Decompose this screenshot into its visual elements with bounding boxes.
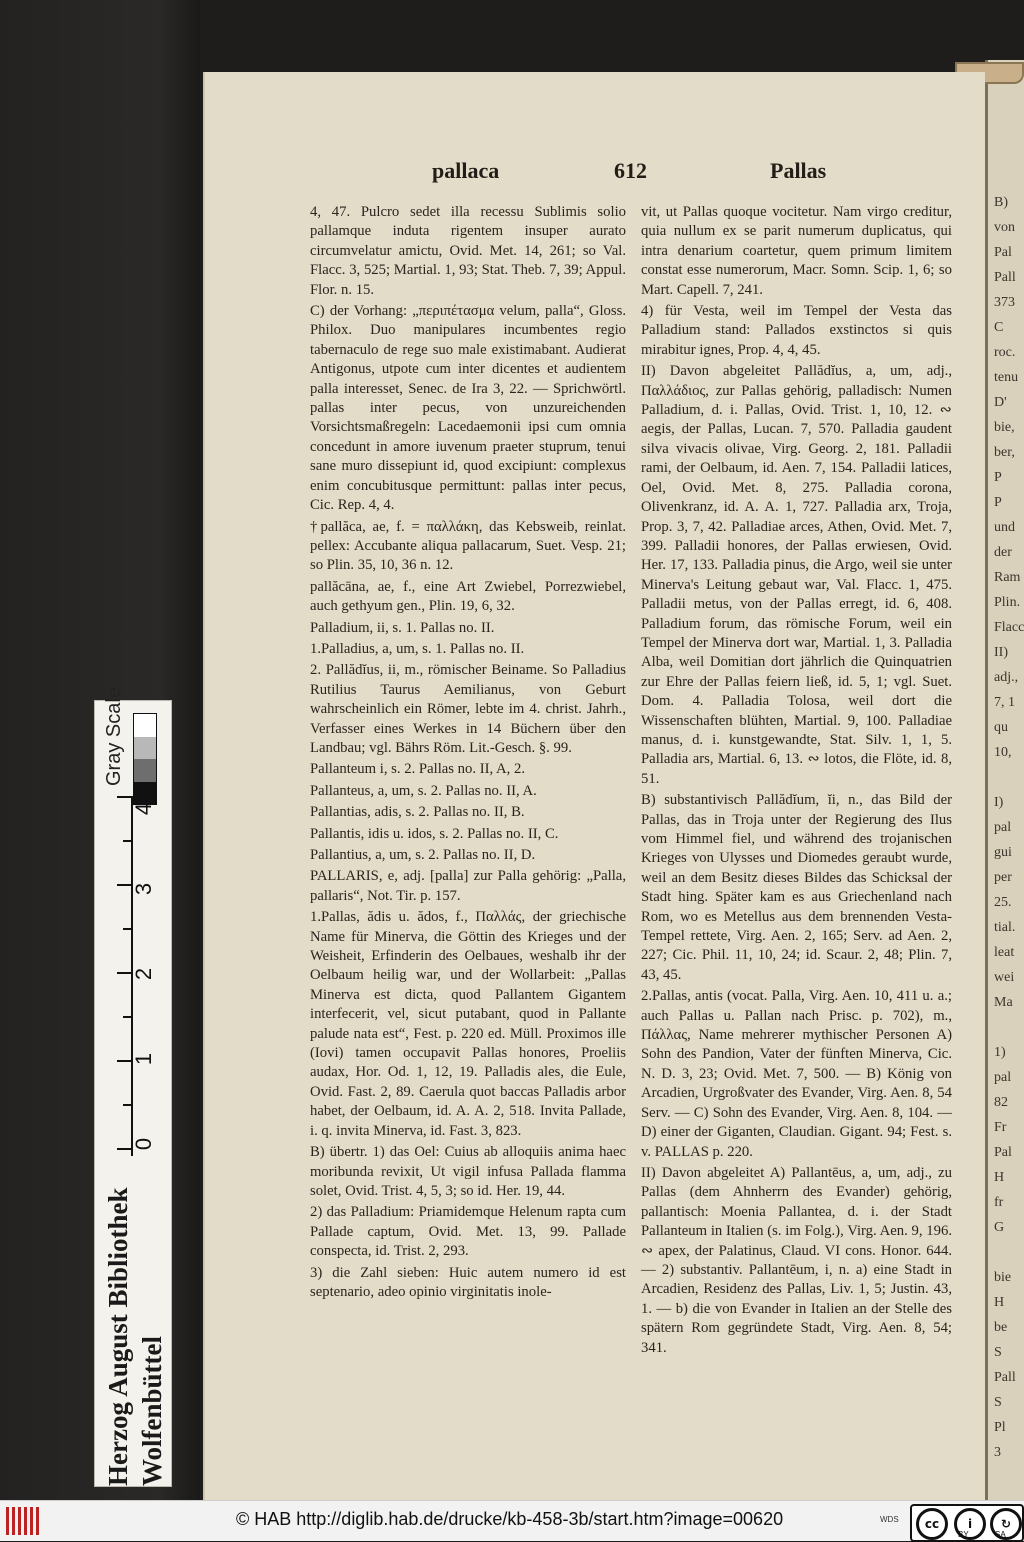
source-link[interactable]: © HAB http://diglib.hab.de/drucke/kb-458-3b/start.htm?image=00620 [236,1509,784,1529]
gray-swatch [134,737,156,760]
ruler-numbers [131,796,168,1156]
library-line-1: Herzog August Bibliothek [103,1187,133,1486]
gray-scale-label: Gray Scale [103,687,125,786]
dictionary-entry: Pallantius, a, um, s. 2. Pallas no. II, D. [310,847,536,863]
ruler-number: 4 [131,802,157,816]
footer-bar [0,1500,1024,1541]
cc-icon: cc [916,1508,948,1540]
dictionary-entry: 2. Pallădĭus, ii, m., römischer Beiname. So Palladius Rutilius Taurus Aemilianus, von Geburt wahrscheinlich ein Römer, lebte im 4. christ. Jahrh., Verfasser eines Werkes in 14 Büchern über den Landbau; vgl. Bährs Röm. Lit.-Gesch. §. 99. [310,662,626,756]
gray-swatch [134,714,156,737]
dictionary-entry: 4, 47. Pulcro sedet illa recessu Sublimis solio pallamque induta rigentem insuper aurato circumvelatur amictu, Ovid. Met. 14, 261; so Val. Flacc. 3, 525; Martial. 1, 93; Stat. Theb. 7, 39; Appul. Flor. n. 15. [310,204,626,298]
sa-label: SA [995,1530,1006,1539]
dictionary-entry: Palladium, ii, s. 1. Pallas no. II. [310,619,495,636]
dictionary-entry: Pallantias, adis, s. 2. Pallas no. II, B. [310,804,525,821]
ruler-number: 2 [131,967,157,981]
dictionary-entry: Pallanteum i, s. 2. Pallas no. II, A, 2. [310,761,525,778]
library-line-2: Wolfenbüttel [137,1335,167,1486]
by-attribution-icon: i [954,1508,986,1540]
dictionary-entry: pallăcāna, ae, f., eine Art Zwiebel, Porrezwiebel, auch gethyum gen., Plin. 19, 6, 32. [310,578,626,615]
ruler [109,796,133,1156]
gray-scale-card [94,687,172,1487]
gray-swatches [133,713,157,805]
dictionary-entry: 4) für Vesta, weil im Tempel der Vesta das Palladium stand: Pallados exstinctos si quis mirabitur ignes, Prop. 4, 4, 45. [641,303,952,358]
right-column [641,203,952,1360]
running-head-left: pallaca [432,158,500,183]
dictionary-entry: II) Davon abgeleitet A) Pallantēus, a, um, adj., zu Pallas (dem Ahnherrn des Evander) gehörig, pallantisch: Moenia Pallantea, d. i. der Stadt Pallanteum in Italien (s. im Folg.), Virg. Aen. 9, 196. ∾ apex, der Palatinus, Claud. VI cons. Honor. 644. — 2) substantiv. Pallantēum, i, n. a) eine Stadt in Arcadien, Residenz des Pallas, Liv. 1, 5; Justin. 43, 1. — b) die von Evander in Italien an der Stelle des spätern Rom gegründete Stadt, Virg. Aen. 8, 54; 341. [641,1164,952,1356]
dictionary-entry: 1.Palladius, a, um, s. 1. Pallas no. II. [310,640,525,657]
dictionary-entry: PALLARIS, e, adj. [palla] zur Palla gehörig: „Palla, pallaris“, Not. Tir. p. 157. [310,868,626,904]
footer-tiny-text: WDS [880,1515,899,1524]
left-column [310,203,626,1304]
dictionary-entry: B) übertr. 1) das Oel: Cuius ab alloquiis anima haec moribunda revixit, Ut vigil infusa Pallada flamma solet, Ovid. Trist. 4, 5, 3; so id. Her. 19, 44. [310,1144,626,1199]
dictionary-entry: †pallăca, ae, f. = παλλάκη, das Kebsweib, reinlat. pellex: Accubante aliqua pallacarum, Suet. Vesp. 21; so Plin. 35, 10, 36 n. 12. [310,518,626,574]
dictionary-entry: 2) das Palladium: Priamidemque Helenum rapta cum Pallade captum, Ovid. Met. 13, 99. Pallade conspecta, id. Trist. 2, 293. [310,1204,626,1260]
dictionary-entry: II) Davon abgeleitet Pallădĭus, a, um, adj., Παλλάδιος, zur Pallas gehörig, palladisch: Numen Palladium, d. i. Pallas, Ovid. Trist. 1, 10, 12. ∾ aegis, der Pallas, Lucan. 7, 570. Palladia gaudent silva vivacis olivae, Virg. Georg. 2, 181. Palladii rami, der Oelbaum, id. Aen. 7, 154. Palladii latices, Oel, Ovid. Met. 8, 275. Palladia corona, Olivenkranz, id. A. A. 1, 727. Palladia arx, Troja, Prop. 3, 7, 42. Palladiae arces, Athen, Ovid. Met. 7, 399. Palladii honores, der Pallas erwiesen, Ovid. Her. 17, 133. Palladia pinus, die Argo, weil sie unter Minerva's Leitung gebaut war, Val. Flacc. 1, 475. Palladii metus, von der Pallas erregt, id. 6, 408. Palladium forum, das römische Forum, weil ein Tempel der Minerva dort war, Martial. 1, 3. Palladia Alba, weil Domitian dort jährlich die Quinquatrien zur Ehre der Pallas feiern ließ, id. 5, 1; vgl. Suet. Dom. 4. Palladia Tolosa, weil dort die Wissenschaften blühten, Martial. 9, 100. Palladiae manus, d. i. kunstgewandte, Stat. Silv. 1, 1, 5. Palladia ars, Martial. 6, 13. ∾ lotos, die Flöte, id. 8, 51. [641,363,952,787]
gray-swatch [134,759,156,782]
library-name [101,1187,169,1486]
ruler-number: 0 [131,1137,157,1151]
dictionary-entry: C) der Vorhang: „περιπέτασμα velum, palla“, Gloss. Philox. Duo manipulares incumbentes regio tabernaculo de rege suo male existimabant. Audierat Antigonus, utpote cum inter dicentes et audientem palla interesset, Senec. de Ira 3, 22. — Sprichwörtl. pallas inter pecus, von unzureichenden Vorsichtsmaßregeln: Lacedaemonii ipsi cum omnia concedunt in amore iuvenum praeter stuprum, tenui sane muro dissepiunt id, quod excipiunt: complexus enim concubitusque permittunt: pallas inter pecus, Cic. Rep. 4, 4. [310,303,626,514]
dictionary-entry: Pallanteus, a, um, s. 2. Pallas no. II, A. [310,782,537,799]
right-page-fragments: B) von Pal Pall 373 C roc. tenu D' bie, ber, P P und der Ram Plin. Flacc II) adj., 7, 1 qu 10, I) pal gui per 25. tial. leat wei Ma 1) pal 82 Fr Pal H fr G bie H be S Pall S Pl 3 [994,195,1024,1460]
dictionary-entry: Pallantis, idis u. idos, s. 2. Pallas no. II, C. [310,825,559,842]
dictionary-entry: vit, ut Pallas quoque vocitetur. Nam virgo creditur, quia nullum ex se parit numerum duplicatus, qui intra denarium coartetur, quem primum limitem constat esse numerorum, Macr. Somn. Scip. 1, 6; so Mart. Capell. 7, 241. [641,204,952,298]
dictionary-entry: 2.Pallas, antis (vocat. Palla, Virg. Aen. 10, 411 u. a.; auch Pallas u. Pallan nach Prisc. p. 702), m., Πάλλας, Name mehrerer mythischer Personen A) Sohn des Pandion, Vater der fünften Minerva, Cic. N. D. 3, 23; Ovid. Met. 7, 500. — B) König von Arcadien, Urgroßvater des Evander, Virg. Aen. 8, 54 Serv. — C) Sohn des Evander, Virg. Aen. 8, 104. — D) einer der Giganten, Claudian. Gigant. 94; Fest. s. v. PALLAS p. 220. [641,988,952,1160]
running-head-right: Pallas [770,158,827,183]
ruler-number: 3 [131,882,157,896]
dictionary-entry: B) substantivisch Pallădĭum, ĭi, n., das Bild der Pallas, das in Troja unter der Regierung des Ilus vom Himmel fiel, und während des trojanischen Krieges von Ulysses und Diomedes geraubt wurde, weil an dem Besitz dieses Bildes das Schicksal der Stadt hing. Später kam es aus Griechenland nach Rom, wo es Metellus aus dem brennenden Vesta-Tempel rettete, Virg. Aen. 2, 165; Serv. ad Aen. 2, 227; Cic. Phil. 11, 10, 24; id. Scaur. 2, 48; Plin. 7, 43, 45. [641,792,952,983]
dictionary-entry: 3) die Zahl sieben: Huic autem numero id est septenario, adeo opinio virginitatis inole- [310,1264,626,1300]
share-alike-icon: ↻ [990,1508,1022,1540]
right-page-edge [985,60,1024,1500]
hab-logo-icon [6,1507,44,1535]
cc-license-badge[interactable] [910,1504,1024,1542]
by-label: BY [958,1530,969,1539]
ruler-number: 1 [131,1052,157,1066]
dictionary-entry: 1.Pallas, ădis u. ădos, f., Παλλάς, der griechische Name für Minerva, die Göttin des Krieges und der Weisheit, Erfinderin des Oelbaues, weshalb ihr der Oelbaum heilig war, und der Wollarbeit: „Pallas Minerva est dicta, quod Pallantem Gigantem interfecerit, vel, sicut putabant, quod in Pallante palude nata est“, Fest. p. 220 ed. Müll. Proximos ille (Iovi) tamen occupavit Pallas honores, Proeliis audax, Hor. Od. 1, 12, 19. Palladis ales, die Eule, Ovid. Fast. 2, 89. Caerula quot baccas Palladis arbor habet, der Oelbaum, id. A. A. 2, 518. Invita Pallade, i. q. invita Minerva, id. Fast. 3, 823. [310,909,626,1139]
page-number: 612 [614,158,647,183]
